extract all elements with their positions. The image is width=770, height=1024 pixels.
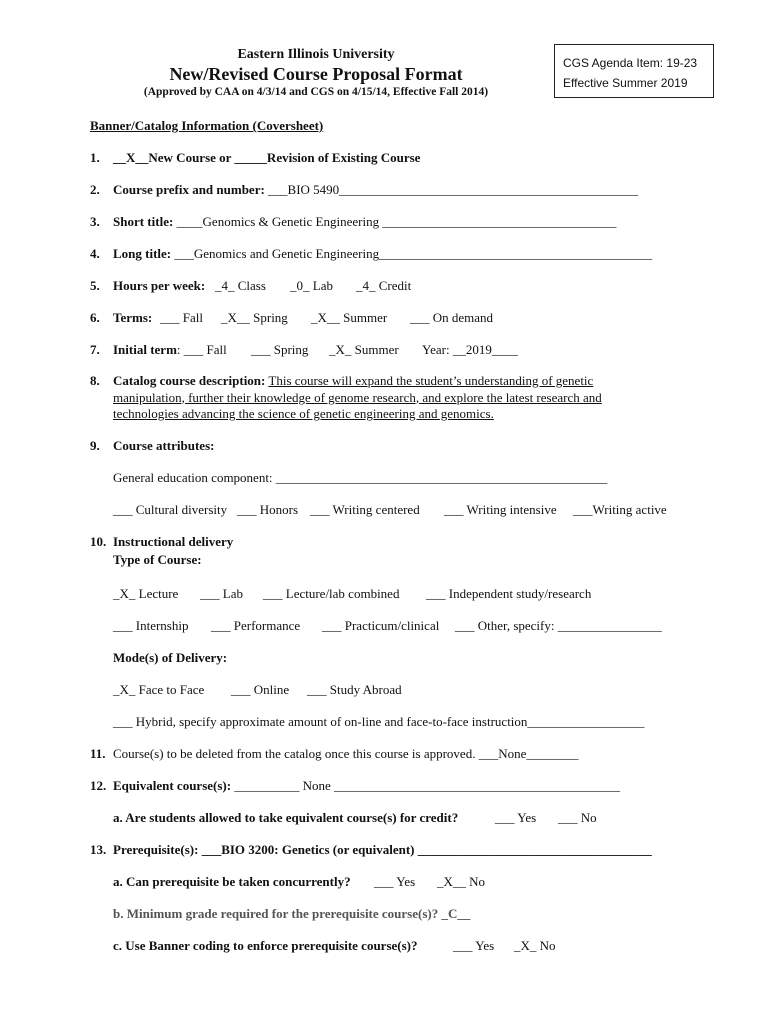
initial-term-label: Initial term bbox=[113, 342, 177, 357]
agenda-item: CGS Agenda Item: 19-23 bbox=[563, 56, 698, 70]
item-number: 3. bbox=[90, 214, 100, 229]
concurrent-yes[interactable]: ___ Yes bbox=[374, 874, 416, 889]
terms-label: Terms: bbox=[113, 310, 153, 325]
banner-coding-question: c. Use Banner coding to enforce prerequisite course(s)? bbox=[113, 938, 418, 953]
effective-date: Effective Summer 2019 bbox=[563, 76, 688, 90]
other-specify-field[interactable]: ___ Other, specify: ________________ bbox=[455, 618, 662, 633]
course-attributes-label: Course attributes: bbox=[113, 438, 215, 453]
terms-on-demand-field[interactable]: ___ On demand bbox=[410, 310, 494, 325]
item-9 bbox=[90, 438, 214, 454]
performance-field[interactable]: ___ Performance bbox=[211, 618, 301, 633]
item-number: 12. bbox=[90, 778, 107, 793]
study-abroad-field[interactable]: ___ Study Abroad bbox=[307, 682, 402, 697]
banner-coding-yes[interactable]: ___ Yes bbox=[453, 938, 495, 953]
item-7 bbox=[90, 342, 227, 358]
writing-centered-field[interactable]: ___ Writing centered bbox=[310, 502, 420, 517]
initial-year-field[interactable]: Year: __2019____ bbox=[422, 342, 518, 357]
approval-note: (Approved by CAA on 4/3/14 and CGS on 4/15/14, Effective Fall 2014) bbox=[143, 86, 489, 98]
agenda-box bbox=[554, 44, 714, 98]
independent-study-field[interactable]: ___ Independent study/research bbox=[426, 586, 592, 601]
type-of-course-label: Type of Course: bbox=[113, 552, 202, 567]
concurrent-no[interactable]: _X__ No bbox=[437, 874, 486, 889]
writing-active-field[interactable]: ___Writing active bbox=[573, 502, 667, 517]
item-13 bbox=[90, 842, 652, 858]
honors-field[interactable]: ___ Honors bbox=[237, 502, 299, 517]
item-4 bbox=[90, 246, 652, 262]
item-number: 10. bbox=[90, 534, 107, 549]
form-title: New/Revised Course Proposal Format bbox=[169, 64, 463, 84]
item-number: 7. bbox=[90, 342, 100, 357]
internship-field[interactable]: ___ Internship bbox=[113, 618, 189, 633]
item-10 bbox=[90, 534, 233, 550]
practicum-field[interactable]: ___ Practicum/clinical bbox=[322, 618, 440, 633]
item-number: 6. bbox=[90, 310, 100, 325]
terms-fall-field[interactable]: ___ Fall bbox=[160, 310, 203, 325]
prerequisites-field[interactable]: Prerequisite(s): ___BIO 3200: Genetics (or equivalent) ____________________________________ bbox=[113, 842, 652, 857]
lecture-lab-combined-field[interactable]: ___ Lecture/lab combined bbox=[263, 586, 400, 601]
item-number: 2. bbox=[90, 182, 100, 197]
banner-coding-no[interactable]: _X_ No bbox=[514, 938, 556, 953]
online-field[interactable]: ___ Online bbox=[231, 682, 290, 697]
initial-spring-field[interactable]: ___ Spring bbox=[251, 342, 309, 357]
courses-deleted-field[interactable]: Course(s) to be deleted from the catalog once this course is approved. ___None________ bbox=[113, 746, 579, 761]
course-prefix-field[interactable]: ___BIO 5490______________________________________________ bbox=[268, 182, 639, 197]
hybrid-field[interactable]: ___ Hybrid, specify approximate amount of on-line and face-to-face instruction__________________ bbox=[113, 714, 645, 729]
catalog-description-text[interactable]: This course will expand the student’s understanding of genetic manipulation, further their knowledge of genome research, and explore the latest research and technologies advancing the science of genetic engineering and genomics. bbox=[113, 373, 602, 421]
short-title-field[interactable]: ____Genomics & Genetic Engineering ____________________________________ bbox=[176, 214, 617, 229]
terms-spring-field[interactable]: _X__ Spring bbox=[221, 310, 288, 325]
item-number: 4. bbox=[90, 246, 100, 261]
item-12 bbox=[90, 778, 620, 794]
lecture-field[interactable]: _X_ Lecture bbox=[113, 586, 179, 601]
item-11 bbox=[90, 746, 578, 762]
lab-hours-field[interactable]: _0_ Lab bbox=[290, 278, 333, 293]
university-name: Eastern Illinois University bbox=[237, 47, 395, 62]
short-title-label: Short title: bbox=[113, 214, 174, 229]
lab-field[interactable]: ___ Lab bbox=[200, 586, 243, 601]
hours-label: Hours per week: bbox=[113, 278, 206, 293]
item-number: 11. bbox=[90, 746, 106, 761]
concurrent-question: a. Can prerequisite be taken concurrently? bbox=[113, 874, 351, 889]
terms-summer-field[interactable]: _X__ Summer bbox=[311, 310, 388, 325]
equivalent-courses-field[interactable]: __________ None ____________________________________________ bbox=[234, 778, 621, 793]
writing-intensive-field[interactable]: ___ Writing intensive bbox=[444, 502, 557, 517]
item-6 bbox=[90, 310, 152, 326]
item-number: 9. bbox=[90, 438, 100, 453]
mode-of-delivery-label: Mode(s) of Delivery: bbox=[113, 650, 228, 665]
section-heading: Banner/Catalog Information (Coversheet) bbox=[90, 118, 324, 133]
equivalent-credit-no[interactable]: ___ No bbox=[558, 810, 597, 825]
new-or-revision-field[interactable]: __X__New Course or _____Revision of Existing Course bbox=[113, 150, 421, 165]
catalog-description bbox=[113, 373, 653, 423]
gen-ed-field[interactable]: General education component: ___________________________________________________ bbox=[113, 470, 608, 485]
item-8-number bbox=[90, 373, 113, 389]
cultural-diversity-field[interactable]: ___ Cultural diversity bbox=[113, 502, 228, 517]
class-hours-field[interactable]: _4_ Class bbox=[215, 278, 266, 293]
credit-hours-field[interactable]: _4_ Credit bbox=[356, 278, 412, 293]
item-3 bbox=[90, 214, 616, 230]
item-number: 13. bbox=[90, 842, 107, 857]
item-number: 8. bbox=[90, 373, 100, 388]
catalog-description-label: Catalog course description: bbox=[113, 373, 266, 388]
initial-fall-field[interactable]: : ___ Fall bbox=[176, 342, 227, 357]
equivalent-credit-question: a. Are students allowed to take equivalent course(s) for credit? bbox=[113, 810, 459, 825]
instructional-delivery-label: Instructional delivery bbox=[113, 534, 234, 549]
item-1 bbox=[90, 150, 420, 166]
course-prefix-label: Course prefix and number: bbox=[113, 182, 265, 197]
item-5 bbox=[90, 278, 205, 294]
face-to-face-field[interactable]: _X_ Face to Face bbox=[113, 682, 205, 697]
equivalent-courses-label: Equivalent course(s): bbox=[113, 778, 232, 793]
equivalent-credit-yes[interactable]: ___ Yes bbox=[495, 810, 537, 825]
item-number: 5. bbox=[90, 278, 100, 293]
long-title-label: Long title: bbox=[113, 246, 172, 261]
minimum-grade-field[interactable]: b. Minimum grade required for the prerequisite course(s)? _C__ bbox=[113, 906, 471, 921]
initial-summer-field[interactable]: _X_ Summer bbox=[329, 342, 399, 357]
item-number: 1. bbox=[90, 150, 100, 165]
item-2 bbox=[90, 182, 638, 198]
long-title-field[interactable]: ___Genomics and Genetic Engineering__________________________________________ bbox=[174, 246, 653, 261]
